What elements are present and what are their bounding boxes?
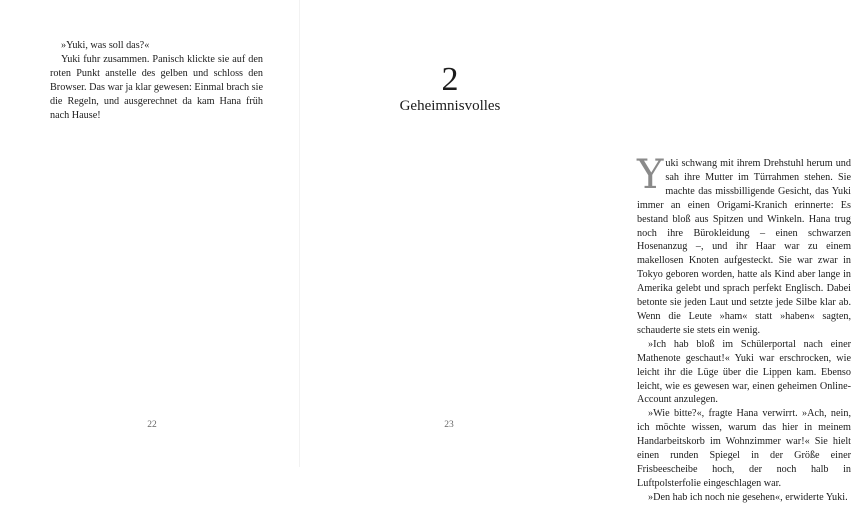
opening-paragraph-text: uki schwang mit ihrem Drehstuhl herum und sah ihre Mutter im Türrahmen stehen. Sie machte das missbilligende Gesicht, das Yuki immer an einen Origami-Kranich erinnerte: Es bestand bloß aus Spitzen und Winkeln. Hana trug noch ihre Bürokleidung – einen schwarzen Hosenanzug –, und ihr Haar war zu einem makellosen Knoten aufgesteckt. Sie war zwar in Tokyo geboren worden, hatte als Kind aber lange in Amerika gelebt und sprach perfekt Englisch. Dabei betonte sie jeden Laut und setzte jede Silbe klar ab. Wenn die Leute »ham« statt »haben« sagten, schauderte sie stets ein wenig. — [637, 158, 851, 336]
left-page — [0, 0, 300, 467]
left-page-text — [50, 39, 263, 122]
paragraph: »Ich hab bloß im Schülerportal nach einer Mathenote geschaut!« Yuki war erschrocken, wie leicht ihr die Lüge über die Lippen kam. Ebenso leicht, wie es gewesen war, einen geheimen Online-Account anzulegen. — [637, 338, 851, 406]
right-page-text — [637, 152, 851, 505]
chapter-title: Geheimnisvolles — [399, 98, 501, 114]
opening-paragraph — [637, 152, 851, 338]
paragraph: »Wie bitte?«, fragte Hana verwirrt. »Ach, nein, ich möchte wissen, warum das hier in meinem Handarbeitskorb im Wohnzimmer war!« Sie hielt einen runden Spiegel in der Größe einer Frisbeescheibe hoch, der noch halb in Luftpolsterfolie eingeschlagen war. — [637, 408, 851, 489]
page-number-left: 22 — [147, 420, 157, 430]
paragraph: »Den hab ich noch nie gesehen«, erwiderte Yuki. — [648, 491, 848, 503]
paragraph: Yuki fuhr zusammen. Panisch klickte sie auf den roten Punkt anstelle des gelben und schloss den Browser. Das war ja klar gewesen: Einmal brach sie die Regeln, und ausgerechnet da kam Hana früh nach Hause! — [50, 53, 263, 121]
drop-cap: Y — [637, 152, 664, 198]
paragraph: »Yuki, was soll das?« — [61, 40, 150, 51]
page-number-right: 23 — [444, 420, 454, 430]
chapter-number: 2 — [441, 61, 459, 98]
